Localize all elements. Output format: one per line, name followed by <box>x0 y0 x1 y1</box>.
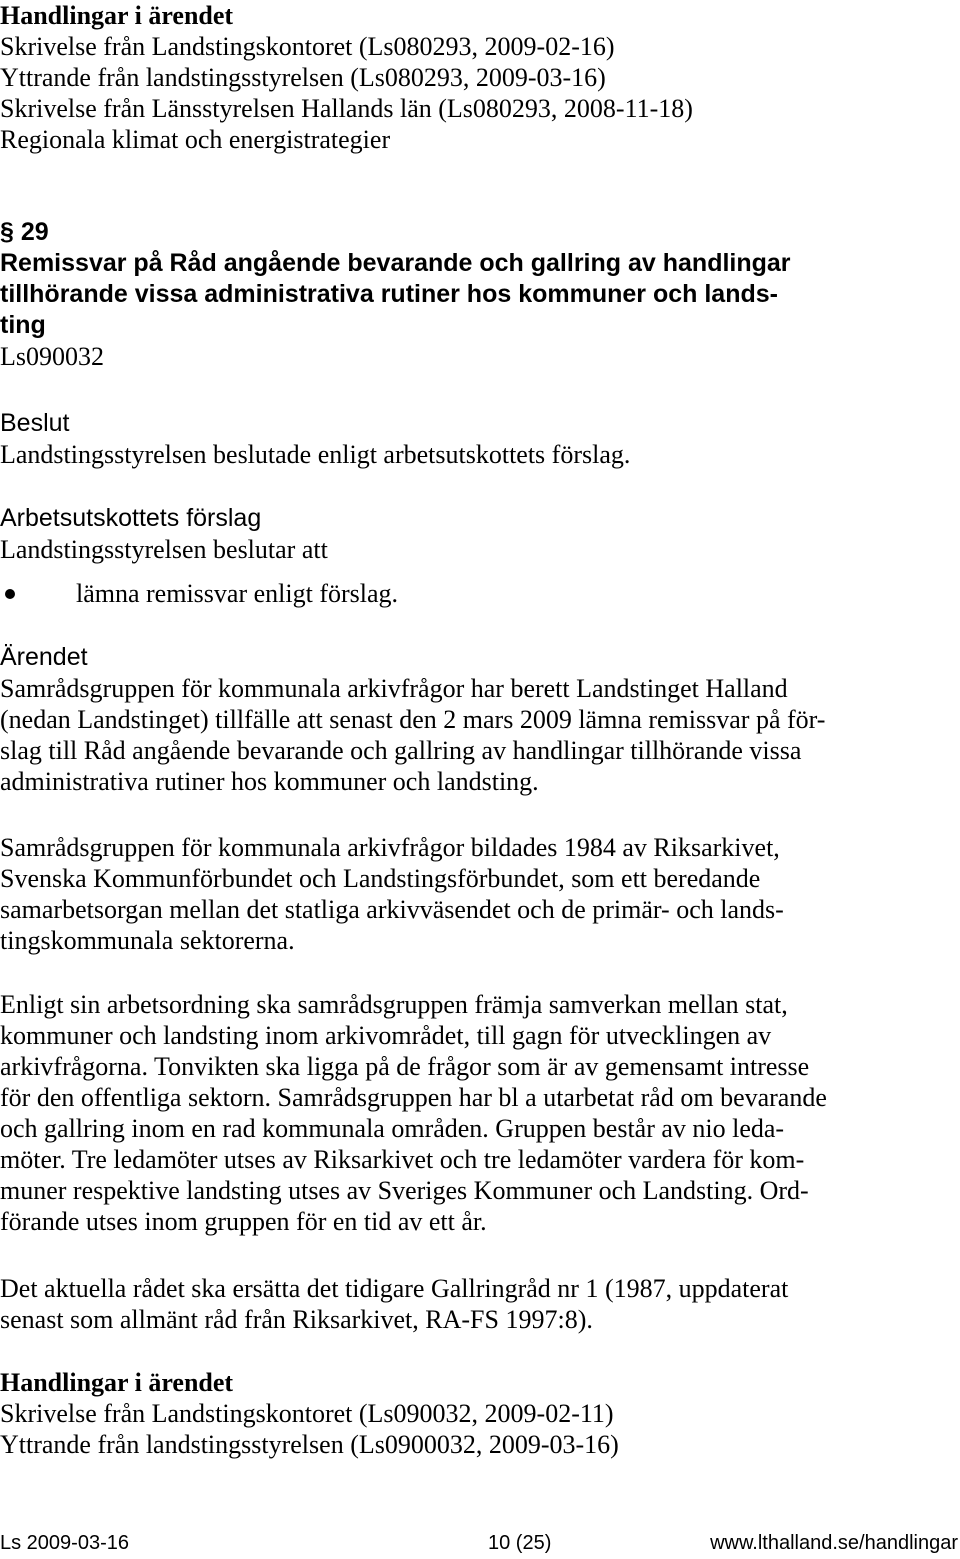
forslag-heading: Arbetsutskottets förslag <box>0 504 262 532</box>
footer-url: www.lthalland.se/handlingar <box>710 1532 958 1554</box>
paragraph-line: Det aktuella rådet ska ersätta det tidigare Gallringråd nr 1 (1987, uppdaterat <box>0 1274 789 1303</box>
handlingar-item: Skrivelse från Landstingskontoret (Ls090032, 2009-02-11) <box>0 1399 614 1428</box>
beslut-section <box>0 408 630 470</box>
paragraph-symbol: § <box>0 218 14 246</box>
bullet-text: lämna remissvar enligt förslag. <box>76 579 399 608</box>
forslag-section <box>0 503 328 565</box>
section-header <box>0 217 791 372</box>
paragraph-line: administrativa rutiner hos kommuner och landsting. <box>0 767 539 796</box>
arendet-heading: Ärendet <box>0 643 88 671</box>
footer-date: Ls 2009-03-16 <box>0 1532 129 1554</box>
section-title-line: Remissvar på Råd angående bevarande och gallring av handlingar <box>0 249 791 277</box>
paragraph-line: tingskommunala sektorerna. <box>0 926 295 955</box>
handlingar-section-top <box>0 0 693 155</box>
handlingar-item: Yttrande från landstingsstyrelsen (Ls080293, 2009-03-16) <box>0 63 606 92</box>
forslag-intro: Landstingsstyrelsen beslutar att <box>0 535 328 564</box>
paragraph-line: Samrådsgruppen för kommunala arkivfrågor bildades 1984 av Riksarkivet, <box>0 833 780 862</box>
case-number: Ls090032 <box>0 342 104 371</box>
section-number-value: 29 <box>20 218 49 246</box>
arendet-paragraph <box>0 989 960 1237</box>
paragraph-line: muner respektive landsting utses av Sveriges Kommuner och Landsting. Ord- <box>0 1176 809 1205</box>
paragraph-line: Enligt sin arbetsordning ska samrådsgruppen främja samverkan mellan stat, <box>0 990 788 1019</box>
handlingar-item: Yttrande från landstingsstyrelsen (Ls0900032, 2009-03-16) <box>0 1430 619 1459</box>
paragraph-line: förande utses inom gruppen för en tid av ett år. <box>0 1207 487 1236</box>
arendet-paragraph <box>0 832 960 956</box>
paragraph-line: för den offentliga sektorn. Samrådsgruppen har bl a utarbetat råd om bevarande <box>0 1083 827 1112</box>
section-number <box>0 217 791 248</box>
handlingar-item: Skrivelse från Länsstyrelsen Hallands län (Ls080293, 2008-11-18) <box>0 94 693 123</box>
beslut-text: Landstingsstyrelsen beslutade enligt arbetsutskottets förslag. <box>0 440 631 469</box>
arendet-paragraph <box>0 673 960 797</box>
handlingar-section-bottom <box>0 1367 619 1460</box>
handlingar-item: Skrivelse från Landstingskontoret (Ls080293, 2009-02-16) <box>0 32 615 61</box>
paragraph-line: och gallring inom en rad kommunala områden. Gruppen består av nio leda- <box>0 1114 785 1143</box>
handlingar-heading: Handlingar i ärendet <box>0 1368 234 1397</box>
paragraph-line: arkivfrågorna. Tonvikten ska ligga på de frågor som är av gemensamt intresse <box>0 1052 810 1081</box>
paragraph-line: Samrådsgruppen för kommunala arkivfrågor har berett Landstinget Halland <box>0 674 788 703</box>
beslut-heading: Beslut <box>0 409 70 437</box>
paragraph-line: senast som allmänt råd från Riksarkivet, RA-FS 1997:8). <box>0 1305 593 1334</box>
footer-page-number: 10 (25) <box>488 1532 552 1554</box>
arendet-paragraph <box>0 1273 960 1335</box>
section-title-line: tillhörande vissa administrativa rutiner hos kommuner och lands- <box>0 280 778 308</box>
handlingar-item: Regionala klimat och energistrategier <box>0 125 391 154</box>
section-title-line: ting <box>0 311 46 339</box>
paragraph-line: Svenska Kommunförbundet och Landstingsförbundet, som ett beredande <box>0 864 761 893</box>
paragraph-line: slag till Råd angående bevarande och gallring av handlingar tillhörande vissa <box>0 736 802 765</box>
bullet-icon <box>5 589 15 599</box>
handlingar-heading: Handlingar i ärendet <box>0 1 234 30</box>
paragraph-line: (nedan Landstinget) tillfälle att senast den 2 mars 2009 lämna remissvar på för- <box>0 705 826 734</box>
forslag-bullet-item <box>0 578 960 609</box>
paragraph-line: möter. Tre ledamöter utses av Riksarkivet och tre ledamöter vardera för kom- <box>0 1145 805 1174</box>
arendet-heading-block <box>0 642 88 673</box>
page-footer <box>0 1527 960 1559</box>
paragraph-line: samarbetsorgan mellan det statliga arkivväsendet och de primär- och lands- <box>0 895 784 924</box>
paragraph-line: kommuner och landsting inom arkivområdet, till gagn för utvecklingen av <box>0 1021 772 1050</box>
